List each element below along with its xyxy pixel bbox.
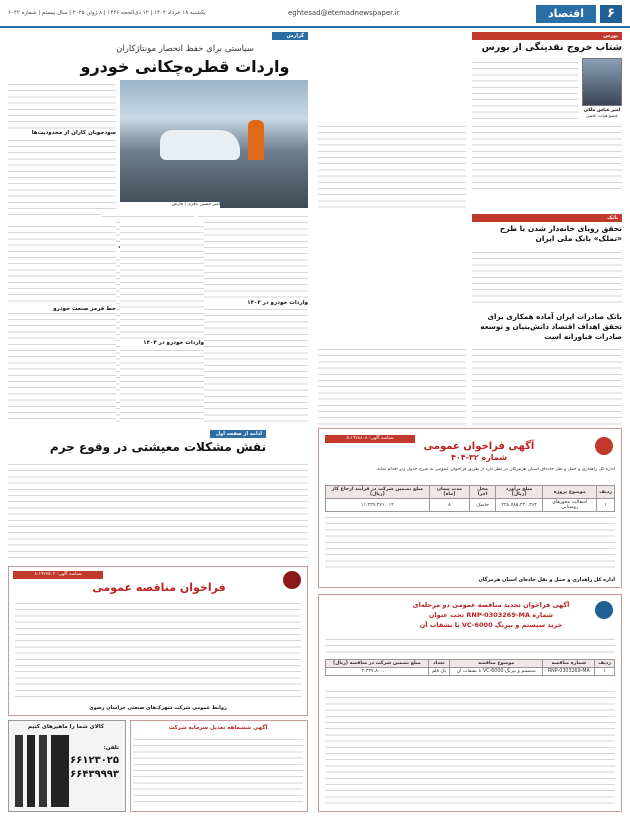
rahdari-footer: اداره کل راهداری و حمل و نقل جاده‌ای استان هرمزگان xyxy=(478,577,615,583)
jobs-title: کالای شما را ماهیرهای کنیم xyxy=(27,724,105,730)
table-header: ردیف xyxy=(595,660,615,668)
bank-headline-1: تحقق رویای خانه‌دار شدن با طرح «تملک» بانک ملی ایران xyxy=(499,224,622,243)
main-text-col-3 xyxy=(8,222,116,422)
note-body xyxy=(133,735,303,807)
ad-note xyxy=(130,720,308,812)
subhead-1403: واردات خودرو در ۱۴۰۳ xyxy=(198,300,308,306)
subhead-1404: واردات خودرو در ۱۴۰۴ xyxy=(120,340,204,346)
table-cell: یک قلم xyxy=(428,668,449,676)
table-header: ردیف xyxy=(597,486,615,499)
rahdari-table-wrap xyxy=(325,485,615,512)
tag-bourse: بورس xyxy=(472,32,622,40)
table-header-row xyxy=(326,660,615,668)
note-title: آگهی ششماهه تعدیل سرمایه شرکت xyxy=(168,725,268,731)
bourse-text-b xyxy=(472,122,622,190)
table-header: مبلغ تضمین شرکت در فرآیند ارجاع کار (ریال) xyxy=(326,486,430,499)
table-header: مدت پیمان (ماه) xyxy=(429,486,469,499)
page-number: ۶ xyxy=(600,5,622,23)
bourse-text-a xyxy=(472,58,578,120)
jobs-phone-label: تلفن: xyxy=(103,745,119,751)
dateline: یکشنبه ۱۸ خرداد ۱۴۰۴ | ۱۲ ذی‌الحجه ۱۴۴۶ | ۸ ژوئن ۲۰۲۵ | سال بیستم | شماره ۶۰۴۲ xyxy=(8,10,206,16)
site-email: eghtesad@etemadnewspaper.ir xyxy=(288,9,400,17)
bourse-headline: شتاب خروج نقدینگی از بورس xyxy=(481,42,622,53)
author-role: عضو هیات علمی xyxy=(585,114,619,119)
rahdari-badge: شناسه آگهی: ۱۹۲۸۸۰۸-۵ xyxy=(325,435,415,443)
tender-footer: روابط عمومی شرکت شهرک‌های صنعتی خراسان رضوی xyxy=(89,705,227,711)
table-row xyxy=(326,499,615,512)
table-header: شماره مناقصه xyxy=(543,660,595,668)
table-header: تعداد xyxy=(428,660,449,668)
table-cell: آسفالت محورهای روستایی xyxy=(543,499,597,512)
main-photo xyxy=(120,80,308,208)
table-header-row xyxy=(326,486,615,499)
bourse-text-c xyxy=(318,122,466,208)
table-cell: ۱۱.۴۳۹.۲۷۱.۰۱۲ xyxy=(326,499,430,512)
bank-text-2 xyxy=(472,345,622,425)
story2-text xyxy=(8,460,308,560)
table-cell: ۱ xyxy=(597,499,615,512)
author-name: امیر عباس ملکی xyxy=(583,108,621,113)
subhead-left-1: سودجویان کاران از محدودیت‌ها xyxy=(8,130,116,136)
gas-subject: خرید سیستم و بیرنگ VC-6000 با بشقاب آن xyxy=(419,621,563,629)
main-headline: واردات قطره‌چکانی خودرو xyxy=(80,57,290,76)
table-header: مبلغ تضمین شرکت در مناقصه (ریال) xyxy=(326,660,429,668)
table-cell: ۲۲۸.۷۸۵.۴۲۰.۳۶۴ xyxy=(496,499,543,512)
tender-body xyxy=(15,599,301,701)
ad-rahdari xyxy=(318,428,622,588)
table-header: موضوع مناقصه xyxy=(450,660,543,668)
table-cell: سیستم و بیرنگ VC-6000 با بشقاب آن xyxy=(450,668,543,676)
table-cell: جاسک xyxy=(470,499,496,512)
table-cell: ۲.۴۳۷.۸۰۰.۰۰۰ xyxy=(326,668,429,676)
gas-table-wrap xyxy=(325,659,615,676)
bank-text-3 xyxy=(318,345,466,425)
tender-badge: شناسه آگهی: ۱۹۲۷۵۰۲-۸ xyxy=(13,571,103,579)
jobs-people-graphic xyxy=(15,735,69,807)
main-text-col-4 xyxy=(120,222,204,422)
author-photo xyxy=(582,58,622,106)
table-header: موضوع پروژه xyxy=(543,486,597,499)
table-header: محل اجرا xyxy=(470,486,496,499)
rahdari-logo-icon xyxy=(595,437,613,455)
gas-intro xyxy=(325,635,615,655)
tag-bank: بانک xyxy=(472,214,622,222)
gas-number: شماره RNP-0303269-MA تحت عنوان xyxy=(428,611,554,619)
gas-logo-icon xyxy=(595,601,613,619)
table-cell: ۱ xyxy=(595,668,615,676)
table-header: مبلغ برآورد (ریال) xyxy=(496,486,543,499)
jobs-phone-1: ۶۶۱۲۳۰۲۵ xyxy=(70,755,119,766)
table-cell: RNP-0303269-MA xyxy=(543,668,595,676)
gas-title: آگهی فراخوان تجدید مناقصه عمومی دو مرحله‌ای xyxy=(412,601,570,609)
jobs-phone-2: ۶۶۴۳۹۹۹۳ xyxy=(70,769,119,780)
story2-headline: نقش مشکلات معیشتی در وقوع جرم xyxy=(49,440,267,454)
tag-report: گزارش روز xyxy=(272,32,308,40)
section-title: اقتصاد xyxy=(536,5,596,23)
photo-worker xyxy=(248,120,264,160)
photo-car xyxy=(160,130,240,160)
table-cell: ۸ xyxy=(429,499,469,512)
main-text-left-a xyxy=(8,80,116,218)
subhead-left-2: خط قرمز صنعت خودرو xyxy=(8,306,116,312)
bank-text-1 xyxy=(472,248,622,308)
tag-continued: ادامه از صفحه اول xyxy=(210,430,266,438)
rahdari-title: آگهی فراخوان عمومی xyxy=(423,441,535,452)
main-text-col-1 xyxy=(198,212,308,422)
ad-jobs xyxy=(8,720,126,812)
gas-body xyxy=(325,687,615,805)
ad-gas xyxy=(318,594,622,812)
rahdari-number: شماره ۳۲-۴۰۴ xyxy=(450,453,508,462)
rahdari-intro: اداره کل راهداری و حمل و نقل جاده‌ای استان هرمزگان در نظر دارد از طریق فراخوان عمومی به شرح جدول زیر اقدام نماید. xyxy=(375,467,615,472)
main-kicker: سیاستی برای حفظ انحصار مونتاژکاران xyxy=(116,44,254,54)
tender-logo-icon xyxy=(283,571,301,589)
gas-table xyxy=(325,659,615,676)
rahdari-body xyxy=(325,513,615,573)
photo-caption: امیر حسین باقری | فارس xyxy=(120,202,220,208)
bank-headline-2: بانک صادرات ایران آماده همکاری برای تحقق اهداف اقتصاد دانش‌بنیان و توسعه صادرات فناورانه است xyxy=(480,312,622,341)
tender-title: فراخوان مناقصه عمومی xyxy=(92,581,226,594)
ad-tender-left xyxy=(8,566,308,716)
table-row xyxy=(326,668,615,676)
rahdari-table xyxy=(325,485,615,512)
